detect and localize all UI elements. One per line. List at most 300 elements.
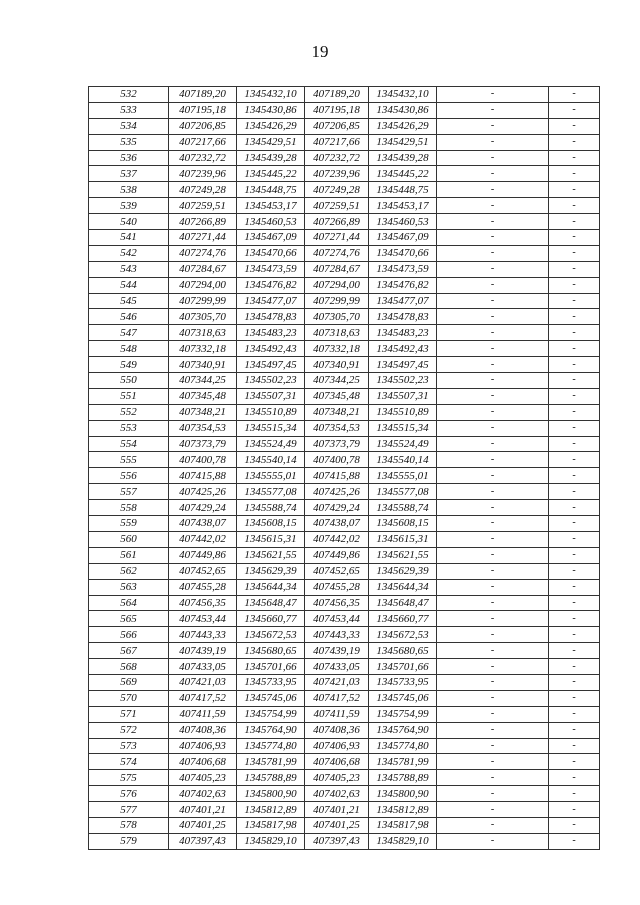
note-cell: -: [549, 309, 600, 325]
x-new-cell: 407455,28: [305, 579, 369, 595]
table-row: [89, 388, 600, 404]
y-new-cell: 1345788,89: [369, 770, 437, 786]
x-new-cell: 407305,70: [305, 309, 369, 325]
x-existing-cell: 407429,24: [169, 500, 237, 516]
y-existing-cell: 1345745,06: [237, 690, 305, 706]
y-new-cell: 1345774,80: [369, 738, 437, 754]
table-row: [89, 659, 600, 675]
note-cell: -: [549, 500, 600, 516]
table-row: [89, 738, 600, 754]
x-existing-cell: 407344,25: [169, 373, 237, 389]
point-number-cell: 570: [89, 690, 169, 706]
y-new-cell: 1345588,74: [369, 500, 437, 516]
y-existing-cell: 1345515,34: [237, 420, 305, 436]
y-new-cell: 1345812,89: [369, 802, 437, 818]
x-existing-cell: 407401,21: [169, 802, 237, 818]
y-existing-cell: 1345829,10: [237, 833, 305, 849]
y-existing-cell: 1345701,66: [237, 659, 305, 675]
note-cell: -: [549, 468, 600, 484]
table-row: [89, 277, 600, 293]
note-cell: -: [549, 817, 600, 833]
y-existing-cell: 1345588,74: [237, 500, 305, 516]
y-new-cell: 1345467,09: [369, 230, 437, 246]
note-cell: -: [549, 484, 600, 500]
y-new-cell: 1345497,45: [369, 357, 437, 373]
note-cell: -: [549, 516, 600, 532]
deviation-cell: -: [437, 643, 549, 659]
deviation-cell: -: [437, 452, 549, 468]
point-number-cell: 558: [89, 500, 169, 516]
point-number-cell: 579: [89, 833, 169, 849]
table-row: [89, 452, 600, 468]
y-existing-cell: 1345432,10: [237, 87, 305, 103]
x-existing-cell: 407442,02: [169, 531, 237, 547]
x-existing-cell: 407266,89: [169, 214, 237, 230]
point-number-cell: 555: [89, 452, 169, 468]
note-cell: -: [549, 833, 600, 849]
y-existing-cell: 1345621,55: [237, 547, 305, 563]
table-row: [89, 230, 600, 246]
x-new-cell: 407443,33: [305, 627, 369, 643]
x-new-cell: 407266,89: [305, 214, 369, 230]
deviation-cell: -: [437, 563, 549, 579]
table-row: [89, 341, 600, 357]
note-cell: -: [549, 611, 600, 627]
table-row: [89, 579, 600, 595]
point-number-cell: 547: [89, 325, 169, 341]
table-row: [89, 722, 600, 738]
table-row: [89, 595, 600, 611]
y-existing-cell: 1345644,34: [237, 579, 305, 595]
deviation-cell: -: [437, 230, 549, 246]
x-existing-cell: 407299,99: [169, 293, 237, 309]
deviation-cell: -: [437, 214, 549, 230]
deviation-cell: -: [437, 706, 549, 722]
x-existing-cell: 407452,65: [169, 563, 237, 579]
y-existing-cell: 1345615,31: [237, 531, 305, 547]
x-new-cell: 407259,51: [305, 198, 369, 214]
deviation-cell: -: [437, 611, 549, 627]
note-cell: -: [549, 563, 600, 579]
deviation-cell: -: [437, 166, 549, 182]
x-new-cell: 407408,36: [305, 722, 369, 738]
x-new-cell: 407294,00: [305, 277, 369, 293]
deviation-cell: -: [437, 833, 549, 849]
point-number-cell: 577: [89, 802, 169, 818]
x-existing-cell: 407402,63: [169, 786, 237, 802]
y-existing-cell: 1345788,89: [237, 770, 305, 786]
deviation-cell: -: [437, 579, 549, 595]
table-row: [89, 261, 600, 277]
x-new-cell: 407345,48: [305, 388, 369, 404]
note-cell: -: [549, 293, 600, 309]
x-new-cell: 407348,21: [305, 404, 369, 420]
point-number-cell: 571: [89, 706, 169, 722]
x-new-cell: 407249,28: [305, 182, 369, 198]
note-cell: -: [549, 277, 600, 293]
table-row: [89, 674, 600, 690]
x-existing-cell: 407318,63: [169, 325, 237, 341]
x-new-cell: 407373,79: [305, 436, 369, 452]
deviation-cell: -: [437, 674, 549, 690]
y-new-cell: 1345515,34: [369, 420, 437, 436]
deviation-cell: -: [437, 261, 549, 277]
deviation-cell: -: [437, 754, 549, 770]
table-row: [89, 182, 600, 198]
table-row: [89, 643, 600, 659]
y-existing-cell: 1345754,99: [237, 706, 305, 722]
y-existing-cell: 1345817,98: [237, 817, 305, 833]
x-new-cell: 407439,19: [305, 643, 369, 659]
deviation-cell: -: [437, 738, 549, 754]
x-new-cell: 407195,18: [305, 102, 369, 118]
y-existing-cell: 1345445,22: [237, 166, 305, 182]
table-row: [89, 468, 600, 484]
x-new-cell: 407284,67: [305, 261, 369, 277]
x-new-cell: 407417,52: [305, 690, 369, 706]
deviation-cell: -: [437, 102, 549, 118]
x-new-cell: 407452,65: [305, 563, 369, 579]
y-existing-cell: 1345672,53: [237, 627, 305, 643]
y-new-cell: 1345492,43: [369, 341, 437, 357]
x-new-cell: 407400,78: [305, 452, 369, 468]
y-existing-cell: 1345473,59: [237, 261, 305, 277]
y-existing-cell: 1345555,01: [237, 468, 305, 484]
note-cell: -: [549, 722, 600, 738]
point-number-cell: 562: [89, 563, 169, 579]
table-row: [89, 611, 600, 627]
note-cell: -: [549, 547, 600, 563]
y-existing-cell: 1345477,07: [237, 293, 305, 309]
y-existing-cell: 1345502,23: [237, 373, 305, 389]
point-number-cell: 552: [89, 404, 169, 420]
y-new-cell: 1345473,59: [369, 261, 437, 277]
deviation-cell: -: [437, 277, 549, 293]
x-new-cell: 407429,24: [305, 500, 369, 516]
note-cell: -: [549, 674, 600, 690]
x-existing-cell: 407405,23: [169, 770, 237, 786]
note-cell: -: [549, 706, 600, 722]
point-number-cell: 565: [89, 611, 169, 627]
x-existing-cell: 407239,96: [169, 166, 237, 182]
x-new-cell: 407401,21: [305, 802, 369, 818]
y-new-cell: 1345608,15: [369, 516, 437, 532]
point-number-cell: 576: [89, 786, 169, 802]
point-number-cell: 568: [89, 659, 169, 675]
x-new-cell: 407217,66: [305, 134, 369, 150]
y-existing-cell: 1345453,17: [237, 198, 305, 214]
x-existing-cell: 407271,44: [169, 230, 237, 246]
y-new-cell: 1345429,51: [369, 134, 437, 150]
deviation-cell: -: [437, 817, 549, 833]
y-new-cell: 1345680,65: [369, 643, 437, 659]
table-row: [89, 436, 600, 452]
y-existing-cell: 1345492,43: [237, 341, 305, 357]
y-existing-cell: 1345497,45: [237, 357, 305, 373]
x-existing-cell: 407397,43: [169, 833, 237, 849]
x-existing-cell: 407406,93: [169, 738, 237, 754]
x-existing-cell: 407249,28: [169, 182, 237, 198]
table-row: [89, 166, 600, 182]
x-existing-cell: 407453,44: [169, 611, 237, 627]
x-new-cell: 407401,25: [305, 817, 369, 833]
note-cell: -: [549, 579, 600, 595]
x-new-cell: 407411,59: [305, 706, 369, 722]
table-row: [89, 325, 600, 341]
table-row: [89, 500, 600, 516]
table-row: [89, 563, 600, 579]
deviation-cell: -: [437, 690, 549, 706]
x-existing-cell: 407411,59: [169, 706, 237, 722]
point-number-cell: 574: [89, 754, 169, 770]
point-number-cell: 542: [89, 245, 169, 261]
y-new-cell: 1345629,39: [369, 563, 437, 579]
table-row: [89, 817, 600, 833]
y-existing-cell: 1345764,90: [237, 722, 305, 738]
y-new-cell: 1345477,07: [369, 293, 437, 309]
y-new-cell: 1345502,23: [369, 373, 437, 389]
deviation-cell: -: [437, 436, 549, 452]
note-cell: -: [549, 754, 600, 770]
y-new-cell: 1345507,31: [369, 388, 437, 404]
deviation-cell: -: [437, 404, 549, 420]
x-new-cell: 407206,85: [305, 118, 369, 134]
x-existing-cell: 407340,91: [169, 357, 237, 373]
table-row: [89, 754, 600, 770]
y-new-cell: 1345745,06: [369, 690, 437, 706]
deviation-cell: -: [437, 531, 549, 547]
y-new-cell: 1345648,47: [369, 595, 437, 611]
note-cell: -: [549, 436, 600, 452]
x-new-cell: 407449,86: [305, 547, 369, 563]
deviation-cell: -: [437, 595, 549, 611]
point-number-cell: 569: [89, 674, 169, 690]
point-number-cell: 567: [89, 643, 169, 659]
y-new-cell: 1345478,83: [369, 309, 437, 325]
x-existing-cell: 407417,52: [169, 690, 237, 706]
table-row: [89, 198, 600, 214]
x-new-cell: 407354,53: [305, 420, 369, 436]
point-number-cell: 548: [89, 341, 169, 357]
table-row: [89, 309, 600, 325]
point-number-cell: 557: [89, 484, 169, 500]
x-existing-cell: 407406,68: [169, 754, 237, 770]
y-new-cell: 1345476,82: [369, 277, 437, 293]
y-new-cell: 1345672,53: [369, 627, 437, 643]
deviation-cell: -: [437, 198, 549, 214]
y-new-cell: 1345432,10: [369, 87, 437, 103]
x-existing-cell: 407195,18: [169, 102, 237, 118]
note-cell: -: [549, 182, 600, 198]
note-cell: -: [549, 643, 600, 659]
y-new-cell: 1345733,95: [369, 674, 437, 690]
x-new-cell: 407405,23: [305, 770, 369, 786]
y-existing-cell: 1345426,29: [237, 118, 305, 134]
deviation-cell: -: [437, 420, 549, 436]
deviation-cell: -: [437, 341, 549, 357]
page-number: 19: [311, 42, 329, 61]
point-number-cell: 578: [89, 817, 169, 833]
y-existing-cell: 1345478,83: [237, 309, 305, 325]
x-existing-cell: 407284,67: [169, 261, 237, 277]
x-new-cell: 407239,96: [305, 166, 369, 182]
y-existing-cell: 1345439,28: [237, 150, 305, 166]
x-new-cell: 407318,63: [305, 325, 369, 341]
x-new-cell: 407332,18: [305, 341, 369, 357]
deviation-cell: -: [437, 627, 549, 643]
x-new-cell: 407442,02: [305, 531, 369, 547]
x-existing-cell: 407217,66: [169, 134, 237, 150]
table-row: [89, 531, 600, 547]
table-row: [89, 786, 600, 802]
x-existing-cell: 407274,76: [169, 245, 237, 261]
table-row: [89, 770, 600, 786]
note-cell: -: [549, 118, 600, 134]
point-number-cell: 573: [89, 738, 169, 754]
y-existing-cell: 1345467,09: [237, 230, 305, 246]
table-row: [89, 484, 600, 500]
y-existing-cell: 1345812,89: [237, 802, 305, 818]
y-new-cell: 1345764,90: [369, 722, 437, 738]
x-existing-cell: 407206,85: [169, 118, 237, 134]
y-new-cell: 1345510,89: [369, 404, 437, 420]
y-existing-cell: 1345800,90: [237, 786, 305, 802]
x-existing-cell: 407438,07: [169, 516, 237, 532]
y-existing-cell: 1345507,31: [237, 388, 305, 404]
table-row: [89, 245, 600, 261]
note-cell: -: [549, 102, 600, 118]
x-existing-cell: 407332,18: [169, 341, 237, 357]
note-cell: -: [549, 166, 600, 182]
deviation-cell: -: [437, 150, 549, 166]
x-new-cell: 407406,93: [305, 738, 369, 754]
y-new-cell: 1345483,23: [369, 325, 437, 341]
deviation-cell: -: [437, 245, 549, 261]
note-cell: -: [549, 325, 600, 341]
x-new-cell: 407271,44: [305, 230, 369, 246]
y-existing-cell: 1345660,77: [237, 611, 305, 627]
y-new-cell: 1345439,28: [369, 150, 437, 166]
x-existing-cell: 407354,53: [169, 420, 237, 436]
point-number-cell: 556: [89, 468, 169, 484]
deviation-cell: -: [437, 182, 549, 198]
table-row: [89, 102, 600, 118]
x-existing-cell: 407408,36: [169, 722, 237, 738]
point-number-cell: 532: [89, 87, 169, 103]
x-existing-cell: 407259,51: [169, 198, 237, 214]
deviation-cell: -: [437, 484, 549, 500]
y-new-cell: 1345453,17: [369, 198, 437, 214]
x-existing-cell: 407433,05: [169, 659, 237, 675]
point-number-cell: 538: [89, 182, 169, 198]
x-existing-cell: 407415,88: [169, 468, 237, 484]
y-new-cell: 1345577,08: [369, 484, 437, 500]
table-row: [89, 833, 600, 849]
table-row: [89, 420, 600, 436]
point-number-cell: 561: [89, 547, 169, 563]
table-row: [89, 87, 600, 103]
point-number-cell: 575: [89, 770, 169, 786]
coordinates-table-body: [89, 87, 600, 850]
table-row: [89, 373, 600, 389]
point-number-cell: 534: [89, 118, 169, 134]
y-new-cell: 1345754,99: [369, 706, 437, 722]
deviation-cell: -: [437, 722, 549, 738]
y-existing-cell: 1345629,39: [237, 563, 305, 579]
y-existing-cell: 1345476,82: [237, 277, 305, 293]
y-existing-cell: 1345524,49: [237, 436, 305, 452]
x-existing-cell: 407443,33: [169, 627, 237, 643]
point-number-cell: 544: [89, 277, 169, 293]
table-row: [89, 706, 600, 722]
y-new-cell: 1345817,98: [369, 817, 437, 833]
x-new-cell: 407340,91: [305, 357, 369, 373]
deviation-cell: -: [437, 500, 549, 516]
y-new-cell: 1345829,10: [369, 833, 437, 849]
point-number-cell: 553: [89, 420, 169, 436]
y-existing-cell: 1345774,80: [237, 738, 305, 754]
note-cell: -: [549, 595, 600, 611]
note-cell: -: [549, 245, 600, 261]
y-existing-cell: 1345470,66: [237, 245, 305, 261]
x-new-cell: 407456,35: [305, 595, 369, 611]
note-cell: -: [549, 738, 600, 754]
x-new-cell: 407433,05: [305, 659, 369, 675]
x-existing-cell: 407373,79: [169, 436, 237, 452]
y-new-cell: 1345540,14: [369, 452, 437, 468]
deviation-cell: -: [437, 786, 549, 802]
note-cell: -: [549, 373, 600, 389]
x-new-cell: 407344,25: [305, 373, 369, 389]
y-new-cell: 1345445,22: [369, 166, 437, 182]
y-existing-cell: 1345577,08: [237, 484, 305, 500]
note-cell: -: [549, 404, 600, 420]
x-existing-cell: 407421,03: [169, 674, 237, 690]
y-new-cell: 1345660,77: [369, 611, 437, 627]
point-number-cell: 541: [89, 230, 169, 246]
note-cell: -: [549, 786, 600, 802]
deviation-cell: -: [437, 118, 549, 134]
point-number-cell: 560: [89, 531, 169, 547]
deviation-cell: -: [437, 388, 549, 404]
point-number-cell: 535: [89, 134, 169, 150]
deviation-cell: -: [437, 357, 549, 373]
table-row: [89, 690, 600, 706]
x-existing-cell: 407439,19: [169, 643, 237, 659]
y-existing-cell: 1345483,23: [237, 325, 305, 341]
point-number-cell: 563: [89, 579, 169, 595]
table-row: [89, 293, 600, 309]
y-existing-cell: 1345460,53: [237, 214, 305, 230]
note-cell: -: [549, 420, 600, 436]
point-number-cell: 549: [89, 357, 169, 373]
x-new-cell: 407421,03: [305, 674, 369, 690]
x-new-cell: 407425,26: [305, 484, 369, 500]
deviation-cell: -: [437, 802, 549, 818]
table-row: [89, 214, 600, 230]
y-existing-cell: 1345781,99: [237, 754, 305, 770]
table-row: [89, 404, 600, 420]
note-cell: -: [549, 230, 600, 246]
y-existing-cell: 1345429,51: [237, 134, 305, 150]
note-cell: -: [549, 134, 600, 150]
point-number-cell: 564: [89, 595, 169, 611]
point-number-cell: 543: [89, 261, 169, 277]
x-existing-cell: 407455,28: [169, 579, 237, 595]
y-new-cell: 1345430,86: [369, 102, 437, 118]
point-number-cell: 540: [89, 214, 169, 230]
note-cell: -: [549, 627, 600, 643]
